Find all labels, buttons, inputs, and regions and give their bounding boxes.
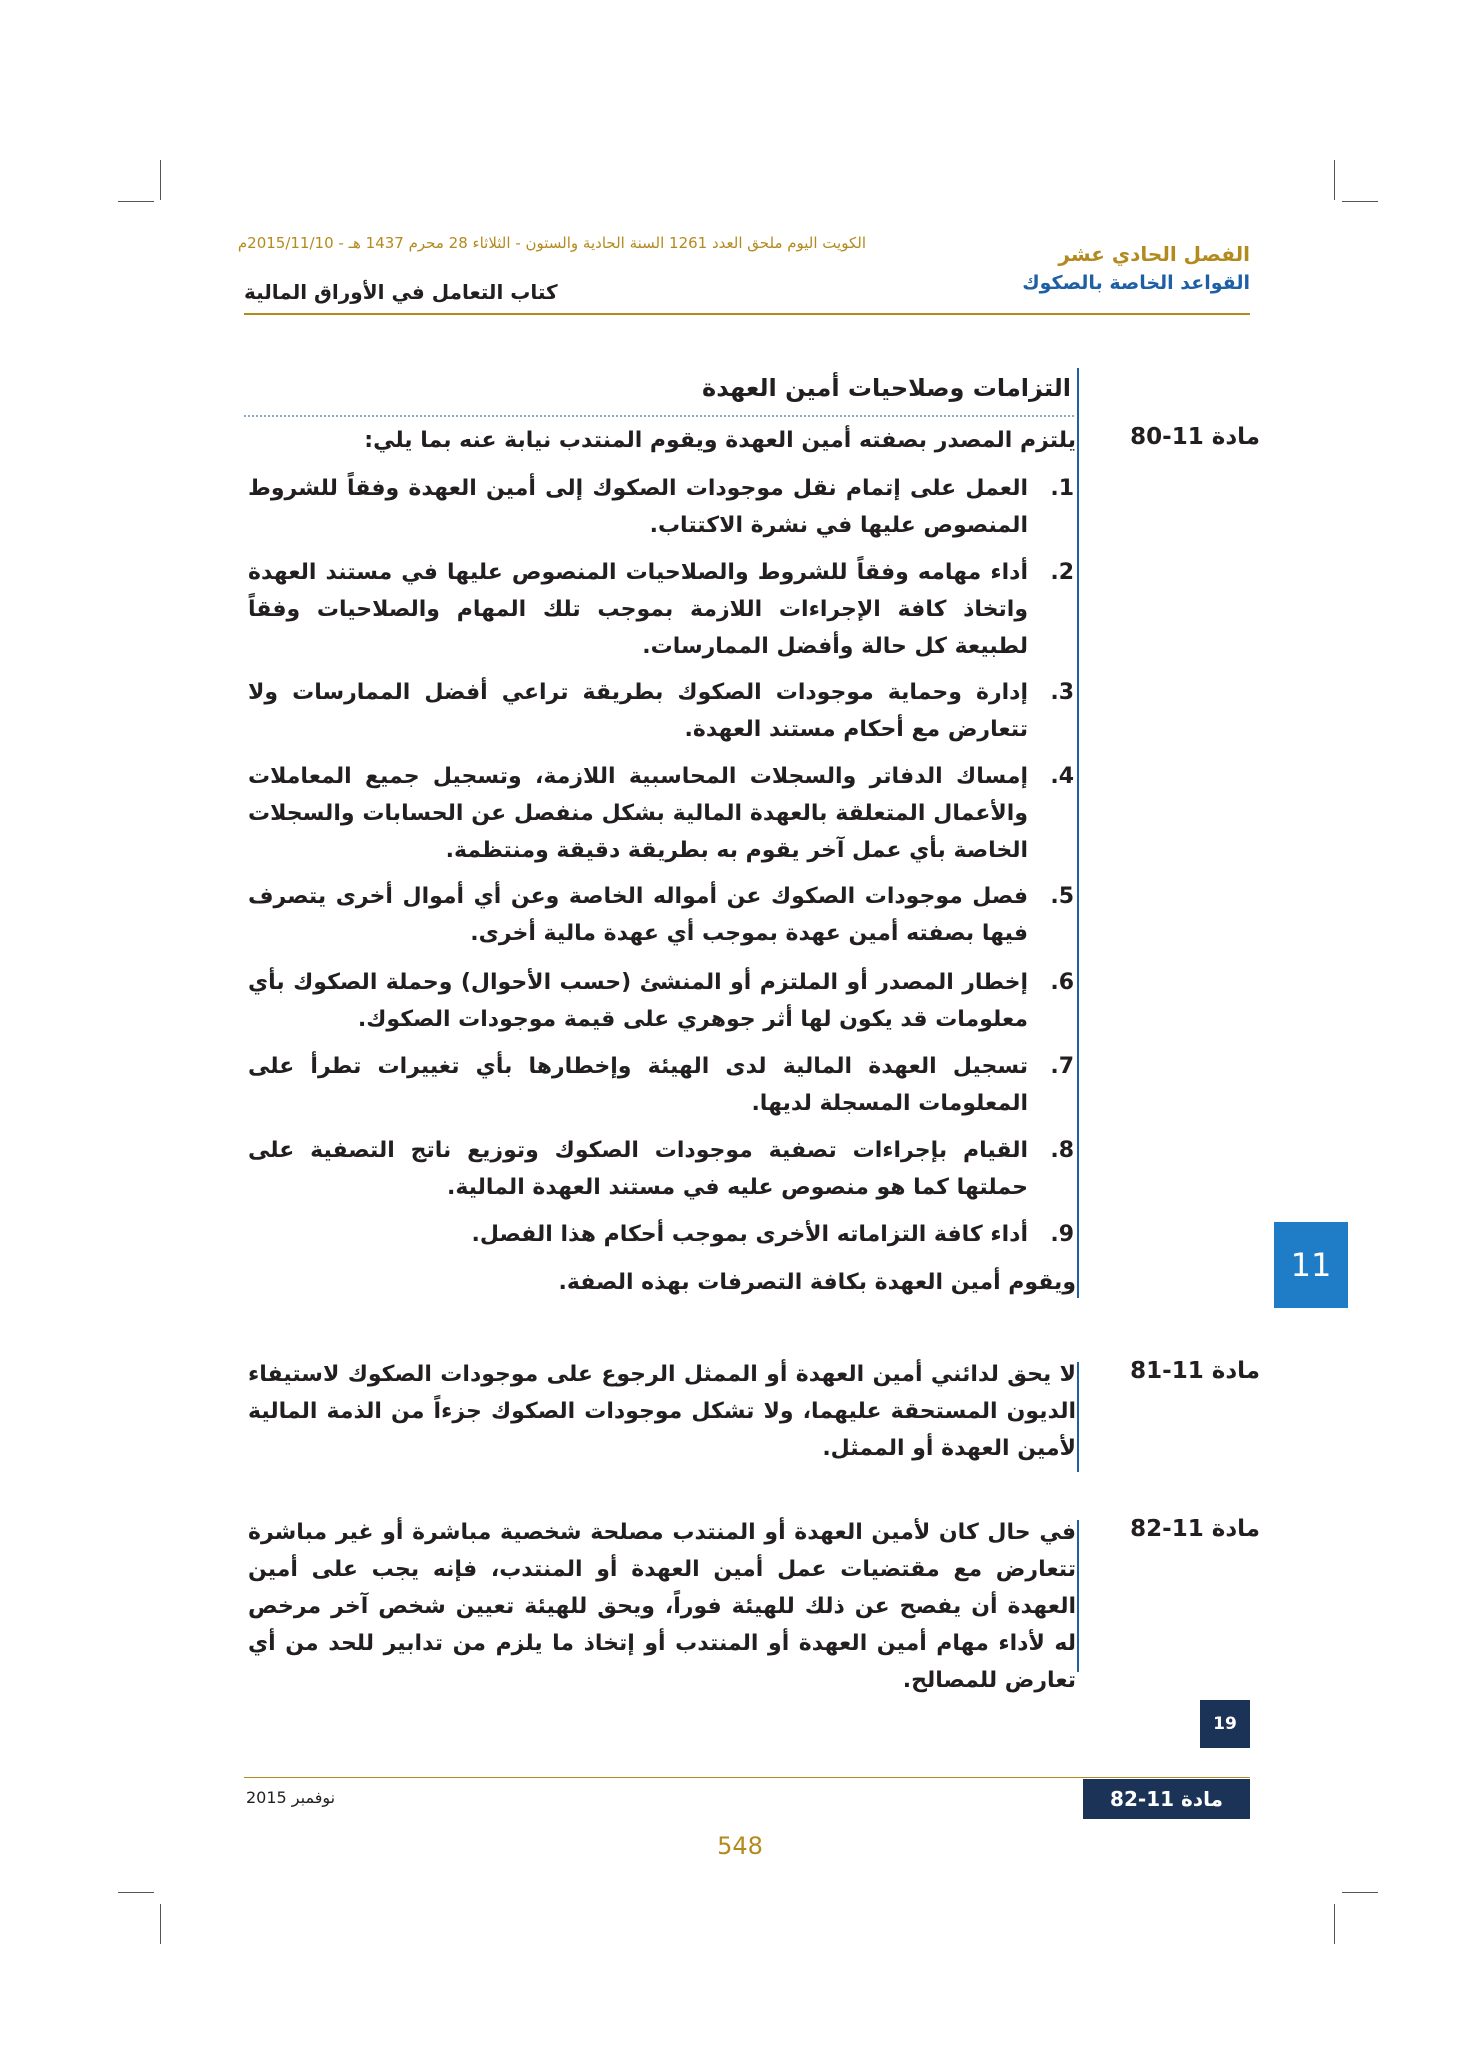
chapter-title: الفصل الحادي عشر — [1058, 242, 1250, 266]
article-label: مادة 11-82 — [1130, 1516, 1260, 1542]
item-number: 6. — [1050, 970, 1074, 995]
item-number: 2. — [1050, 560, 1074, 585]
item-number: 4. — [1050, 764, 1074, 789]
list-item — [248, 470, 1074, 544]
list-item — [248, 758, 1074, 869]
list-item — [248, 554, 1074, 665]
article-label: مادة 11-81 — [1130, 1358, 1260, 1384]
item-text: إمساك الدفاتر والسجلات المحاسبية اللازمة، وتسجيل جميع المعاملات والأعمال المتعلقة بالعهدة المالية بشكل منفصل عن الحسابات والسجلات الخاصة بأي عمل آخر يقوم به بطريقة دقيقة ومنتظمة. — [248, 764, 1028, 863]
article-closing: ويقوم أمين العهدة بكافة التصرفات بهذه الصفة. — [558, 1270, 1076, 1295]
list-item — [248, 1132, 1074, 1206]
item-number: 7. — [1050, 1054, 1074, 1079]
crop-mark — [118, 201, 154, 202]
header-divider — [244, 313, 1250, 315]
chapter-subtitle: القواعد الخاصة بالصكوك — [1022, 272, 1250, 294]
item-text: إدارة وحماية موجودات الصكوك بطريقة تراعي أفضل الممارسات ولا تتعارض مع أحكام مستند العهدة. — [248, 680, 1028, 742]
crop-mark — [1342, 201, 1378, 202]
crop-mark — [1342, 1892, 1378, 1893]
article-text: لا يحق لدائني أمين العهدة أو الممثل الرجوع على موجودات الصكوك لاستيفاء الديون المستحقة عليهما، ولا تشكل موجودات الصكوك جزءاً من الذمة المالية لأمين العهدة أو الممثل. — [248, 1362, 1076, 1461]
item-text: أداء مهامه وفقاً للشروط والصلاحيات المنصوص عليها في مستند العهدة واتخاذ كافة الإجراءات اللازمة بموجب تلك المهام والصلاحيات وفقاً لطبيعة كل حالة وأفضل الممارسات. — [248, 560, 1028, 659]
item-number: 9. — [1050, 1222, 1074, 1247]
article-bar — [1077, 368, 1079, 1298]
article-text: في حال كان لأمين العهدة أو المنتدب مصلحة شخصية مباشرة أو غير مباشرة تتعارض مع مقتضيات عمل أمين العهدة أو المنتدب، فإنه يجب على أمين العهدة أن يفصح عن ذلك للهيئة فوراً، ويحق للهيئة تعيين شخص آخر مرخص له لأداء مهام أمين العهدة أو المنتدب أو إتخاذ ما يلزم من تدابير للحد من أي تعارض للمصالح. — [248, 1520, 1076, 1693]
chapter-page-badge: 19 — [1200, 1700, 1250, 1748]
list-item — [248, 878, 1074, 952]
article-range-badge: مادة 11-82 — [1083, 1779, 1250, 1819]
gazette-line: الكويت اليوم ملحق العدد 1261 السنة الحادية والستون - الثلاثاء 28 محرم 1437 هـ - 2015/11/10م — [237, 234, 866, 252]
item-text: العمل على إتمام نقل موجودات الصكوك إلى أمين العهدة وفقاً للشروط المنصوص عليها في نشرة الاكتتاب. — [248, 476, 1028, 538]
item-text: أداء كافة التزاماته الأخرى بموجب أحكام هذا الفصل. — [471, 1222, 1028, 1247]
item-number: 5. — [1050, 884, 1074, 909]
article-bar — [1077, 1362, 1079, 1472]
crop-mark — [160, 1904, 161, 1944]
section-title: التزامات وصلاحيات أمين العهدة — [702, 374, 1071, 402]
crop-mark — [160, 160, 161, 200]
item-text: فصل موجودات الصكوك عن أمواله الخاصة وعن أي أموال أخرى يتصرف فيها بصفته أمين عهدة بموجب أي عهدة مالية أخرى. — [248, 884, 1028, 946]
list-item — [248, 1048, 1074, 1122]
article-intro: يلتزم المصدر بصفته أمين العهدة ويقوم المنتدب نيابة عنه بما يلي: — [364, 428, 1076, 453]
item-text: القيام بإجراءات تصفية موجودات الصكوك وتوزيع ناتج التصفية على حملتها كما هو منصوص عليه في مستند العهدة المالية. — [248, 1138, 1028, 1200]
item-number: 3. — [1050, 680, 1074, 705]
chapter-tab: 11 — [1274, 1222, 1348, 1308]
list-item — [248, 674, 1074, 748]
article-label: مادة 11-80 — [1130, 424, 1260, 450]
book-title: كتاب التعامل في الأوراق المالية — [244, 280, 558, 304]
crop-mark — [118, 1892, 154, 1893]
list-item — [248, 964, 1074, 1038]
item-text: إخطار المصدر أو الملتزم أو المنشئ (حسب الأحوال) وحملة الصكوك بأي معلومات قد يكون لها أثر جوهري على قيمة موجودات الصكوك. — [248, 970, 1028, 1032]
article-bar — [1077, 1520, 1079, 1672]
page-number: 548 — [717, 1832, 763, 1860]
footer-divider — [244, 1777, 1250, 1778]
footer-date: نوفمبر 2015 — [246, 1788, 336, 1807]
item-text: تسجيل العهدة المالية لدى الهيئة وإخطارها بأي تغييرات تطرأ على المعلومات المسجلة لديها. — [248, 1054, 1028, 1116]
item-number: 1. — [1050, 476, 1074, 501]
crop-mark — [1334, 1904, 1335, 1944]
item-number: 8. — [1050, 1138, 1074, 1163]
crop-mark — [1334, 160, 1335, 200]
list-item — [248, 1216, 1074, 1253]
dotted-divider — [244, 415, 1074, 417]
